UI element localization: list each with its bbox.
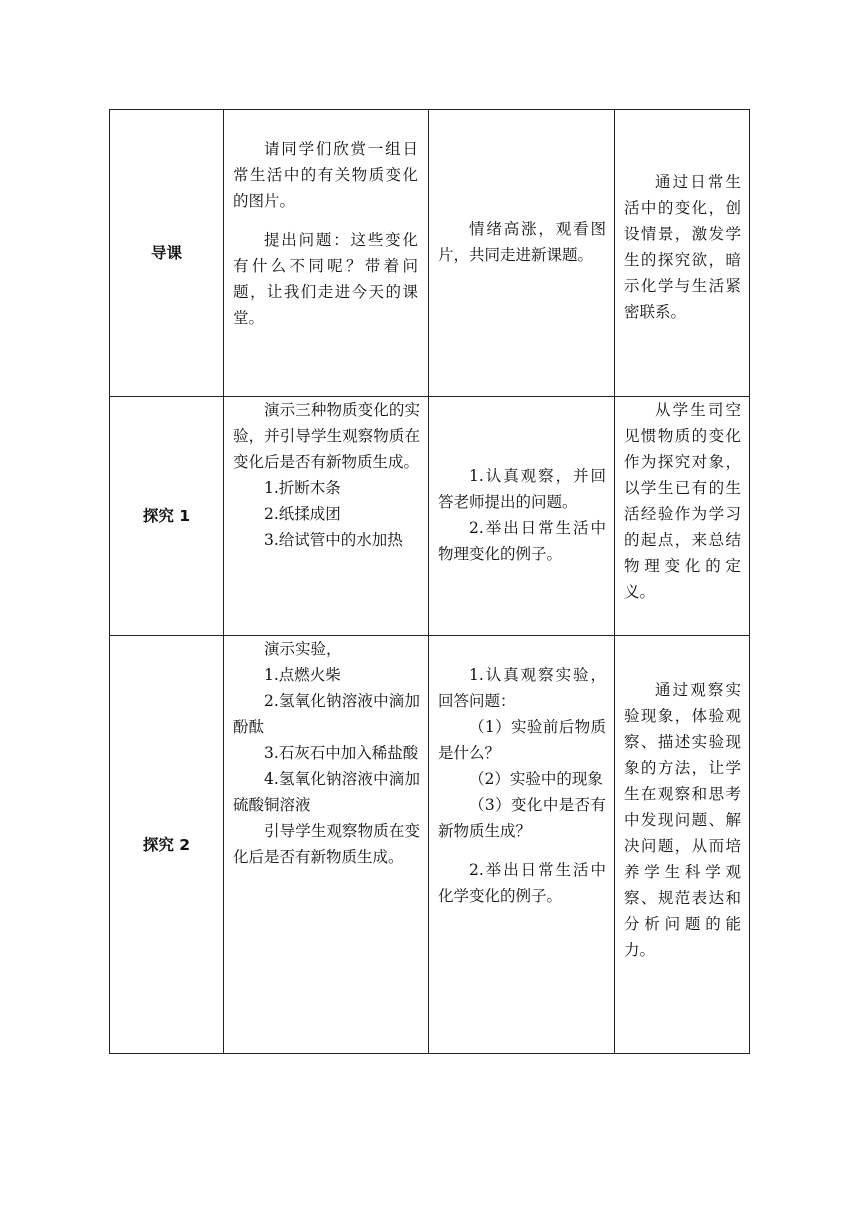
list-item: 3.石灰石中加入稀盐酸 [264, 744, 419, 762]
paragraph: 1.认真观察，并回答老师提出的问题。 [438, 467, 606, 511]
paragraph: 通过日常生活中的变化，创设情景，激发学生的探究欲，暗示化学与生活紧密联系。 [624, 173, 741, 321]
paragraph: （2）实验中的现象 [469, 770, 603, 788]
paragraph: 1.认真观察实验，回答问题： [438, 666, 606, 710]
paragraph: 请同学们欣赏一组日常生活中的有关物质变化的图片。 [233, 140, 418, 210]
list-item: 1.折断木条 [264, 479, 341, 497]
paragraph: 引导学生观察物质在变化后是否有新物质生成。 [233, 822, 420, 866]
paragraph: 提出问题：这些变化有什么不同呢？带着问题，让我们走进今天的课堂。 [233, 231, 418, 327]
teacher-activity-cell [224, 397, 429, 636]
list-item: 4.氢氧化钠溶液中滴加硫酸铜溶液 [233, 770, 420, 814]
teacher-activity-cell [224, 636, 429, 1054]
design-intent-cell [615, 636, 750, 1054]
paragraph: （3）变化中是否有新物质生成？ [438, 796, 606, 840]
table-row-explore-1 [110, 397, 750, 636]
stage-cell: 探究 1 [110, 397, 224, 636]
paragraph: （1）实验前后物质是什么？ [438, 718, 606, 762]
list-item: 2.氢氧化钠溶液中滴加酚酞 [233, 692, 420, 736]
student-activity-cell [429, 110, 615, 397]
list-item: 3.给试管中的水加热 [264, 531, 403, 549]
design-intent-cell [615, 397, 750, 636]
paragraph: 演示三种物质变化的实验，并引导学生观察物质在变化后是否有新物质生成。 [233, 401, 420, 471]
table-row-explore-2 [110, 636, 750, 1054]
paragraph: 通过观察实验现象，体验观察、描述实验现象的方法，让学生在观察和思考中发现问题、解决问题，从而培养学生科学观察、规范表达和分析问题的能力。 [624, 681, 741, 959]
lesson-plan-table [109, 109, 750, 1054]
teacher-activity-cell [224, 110, 429, 397]
design-intent-cell [615, 110, 750, 397]
student-activity-cell [429, 397, 615, 636]
list-item: 2.纸揉成团 [264, 505, 341, 523]
paragraph: 从学生司空见惯物质的变化作为探究对象，以学生已有的生活经验作为学习的起点，来总结物理变化的定义。 [624, 401, 741, 601]
stage-cell: 导课 [110, 110, 224, 397]
student-activity-cell [429, 636, 615, 1054]
stage-cell: 探究 2 [110, 636, 224, 1054]
paragraph: 2.举出日常生活中物理变化的例子。 [438, 519, 606, 563]
paragraph: 演示实验， [264, 640, 342, 658]
table-row-intro [110, 110, 750, 397]
list-item: 1.点燃火柴 [264, 666, 341, 684]
paragraph: 情绪高涨，观看图片，共同走进新课题。 [438, 220, 606, 264]
paragraph: 2.举出日常生活中化学变化的例子。 [438, 861, 606, 905]
